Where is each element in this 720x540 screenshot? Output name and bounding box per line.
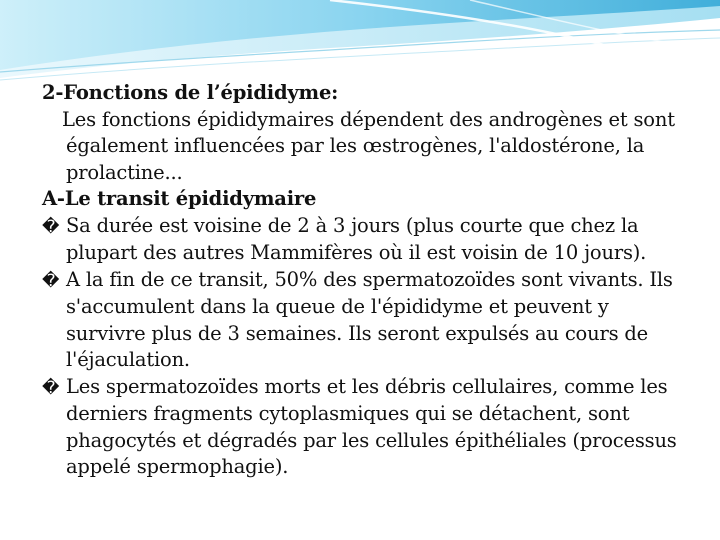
bullet-marker-icon: � [42, 377, 60, 398]
intro-paragraph: Les fonctions épididymaires dépendent des androgènes et sont également influencées par les œstrogènes, l'aldostérone, la prolactine... [62, 107, 675, 184]
bullet-text: A la fin de ce transit, 50% des spermatozoïdes sont vivants. Ils s'accumulent dans la queue de l'épididyme et peuvent y survivre plus de 3 semaines. Ils seront expulsés au cours de l'éjaculation. [66, 267, 673, 371]
bullet-item [42, 374, 682, 481]
bullet-item [42, 213, 682, 267]
bullet-item [42, 267, 682, 374]
slide-content [42, 80, 682, 481]
slide-title: 2-Fonctions de l’épididyme: [42, 81, 339, 104]
section-heading: A-Le transit épididymaire [42, 187, 317, 210]
bullet-text: Les spermatozoïdes morts et les débris cellulaires, comme les derniers fragments cytoplasmiques qui se détachent, sont phagocytés et dégradés par les cellules épithéliales (processus appelé spermophagie). [66, 374, 677, 478]
bullet-text: Sa durée est voisine de 2 à 3 jours (plus courte que chez la plupart des autres Mammifères où il est voisin de 10 jours). [66, 213, 647, 264]
bullet-marker-icon: � [42, 270, 60, 291]
bullet-marker-icon: � [42, 216, 60, 237]
